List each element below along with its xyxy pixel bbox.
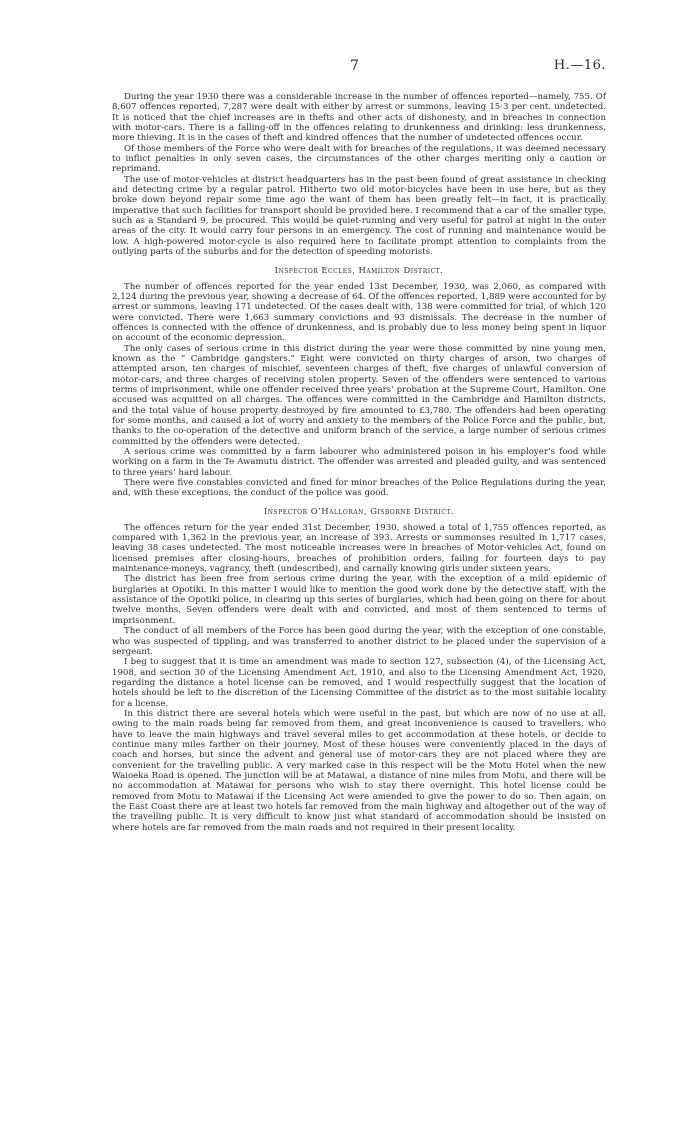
paragraph: A serious crime was committed by a farm labourer who administered poison in his employer’s food while working on a farm in the Te Awamutu district. The offender was arrested and pleaded guilty, and was sentenced to three years’ hard labour.	[112, 447, 606, 478]
paragraph: The conduct of all members of the Force has been good during the year, with the exception of one constable, who was suspected of tippling, and was transferred to another district to be placed under the supervision of a sergeant.	[112, 626, 606, 657]
paragraph: The number of offences reported for the year ended 13st December, 1930, was 2,060, as compared with 2,124 during the previous year, showing a decrease of 64. Of the offences reported, 1,889 were accounted for by arrest or summons, leaving 171 undetected. Of the cases dealt with, 138 were committed for trial, of which 120 were convicted. There were 1,663 summary convictions and 93 dismissals. The decrease in the number of offences is connected with the offence of drunkenness, and is probably due to less money being spent in liquor on account of the economic depression.	[112, 281, 606, 344]
paragraph: The offences return for the year ended 31st December, 1930, showed a total of 1,755 offences reported, as compared with 1,362 in the previous year, an increase of 393. Arrests or summonses resulted in 1,717 cases, leaving 38 cases undetected. The most noticeable increases were in breaches of Motor-vehicles Act, found on licensed premises after closing-hours, breaches of prohibition orders, failing for fourteen days to pay maintenance-moneys, vagrancy, theft (undescribed), and carnally knowing girls under sixteen years.	[112, 522, 606, 575]
document-reference: H.—16.	[553, 58, 606, 73]
eccles-section	[112, 265, 606, 499]
paragraph: There were five constables convicted and fined for minor breaches of the Police Regulations during the year, and, with these exceptions, the conduct of the police was good.	[112, 478, 606, 499]
paragraph: I beg to suggest that it is time an amendment was made to section 127, subsection (4), of the Licensing Act, 1908, and section 30 of the Licensing Amendment Act, 1910, and also to the Licensing Amendment Act, 1920, regarding the distance a hotel license can be removed, and I would respectfully suggest that the location of hotels should be left to the discretion of the Licensing Committee of the district as to the most suitable locality for a license.	[112, 657, 606, 709]
paragraph: The only cases of serious crime in this district during the year were those committed by nine young men, known as the “ Cambridge gangsters.” Eight were convicted on thirty charges of arson, two charges of attempted arson, ten charges of mischief, seventeen charges of theft, five charges of unlawful conversion of motor-cars, and three charges of receiving stolen property. Seven of the offenders were sentenced to various terms of imprisonment, while one offender received three years’ probation at the Supreme Court, Hamilton. One accused was acquitted on all charges. The offences were committed in the Cambridge and Hamilton districts, and the total value of house property destroyed by fire amounted to £3,780. The offenders had been operating for some months, and caused a lot of worry and anxiety to the members of the Police Force and the public, but, thanks to the co-operation of the detective and uniform branch of the service, a large number of serious crimes committed by the offenders were detected.	[112, 343, 606, 447]
paragraph: The district has been free from serious crime during the year, with the exception of a mild epidemic of burglaries at Opotiki. In this matter I would like to mention the good work done by the detective staff, with the assistance of the Opotiki police, in clearing up this series of burglaries, which had been going on there for about twelve months. Seven offenders were dealt with and convicted, and most of them sentenced to terms of imprisonment.	[112, 574, 606, 626]
section-heading: Inspector O’Halloran, Gisborne District.	[263, 505, 454, 516]
paragraph: In this district there are several hotels which were useful in the past, but which are now of no use at all, owing to the main roads being far removed from them, and great inconvenience is caused to travellers, who have to leave the main highways and travel several miles to get accommodation at these hotels, or decide to continue many miles farther on their journey. Most of these houses were conveniently placed in the days of coach and horses, but since the advent and general use of motor-cars they are not placed where they are convenient for the travelling public. A very marked case in this respect will be the Motu Hotel when the new Waioeka Road is opened. The junction will be at Matawai, a distance of nine miles from Motu, and there will be no accommodation at Matawai for persons who wish to stay there overnight. This hotel license could be removed from Motu to Matawai if the Licensing Act were amended to give the power to do so. Then again, on the East Coast there are at least two hotels far removed from the main highway and altogether out of the way of the travelling public. It is very difficult to know just what standard of accommodation should be insisted on where hotels are far removed from the main roads and not required in their present locality.	[112, 708, 606, 833]
ohalloran-section	[112, 506, 606, 833]
page-number: 7	[350, 58, 359, 74]
section-heading: Inspector Eccles, Hamilton District.	[274, 264, 444, 275]
paragraph: During the year 1930 there was a considerable increase in the number of offences reported—namely, 755. Of 8,607 offences reported, 7,287 were dealt with either by arrest or summons, leaving 15·3 per cent. undetected. It is noticed that the chief increases are in thefts and other acts of dishonesty, and in breaches in connection with motor-cars. There is a falling-off in the offences relating to drunkenness and drinking: less drunkenness, more thieving. It is in the cases of theft and kindred offences that the number of undetected offences occur.	[112, 92, 606, 144]
paragraph: The use of motor-vehicles at district headquarters has in the past been found of great assistance in checking and detecting crime by a regular patrol. Hitherto two old motor-bicycles have been in use here, but as they broke down beyond repair some time ago the want of them has been greatly felt—in fact, it is practically imperative that such facilities for transport should be provided here. I recommend that a car of the smaller type, such as a Standard 9, be procured. This would be quiet-running and very useful for patrol at night in the outer areas of the city. It would carry four persons in an emergency. The cost of running and maintenance would be low. A high-powered motor-cycle is also required here to facilitate prompt attention to complaints from the outlying parts of the suburbs and for the detection of speeding motorists.	[112, 174, 606, 258]
page-header	[112, 58, 606, 92]
paragraph: Of those members of the Force who were dealt with for breaches of the regulations, it was deemed necessary to inflict penalties in only seven cases, the circumstances of the other charges meriting only a caution or reprimand.	[112, 143, 606, 175]
intro-section	[112, 92, 606, 258]
